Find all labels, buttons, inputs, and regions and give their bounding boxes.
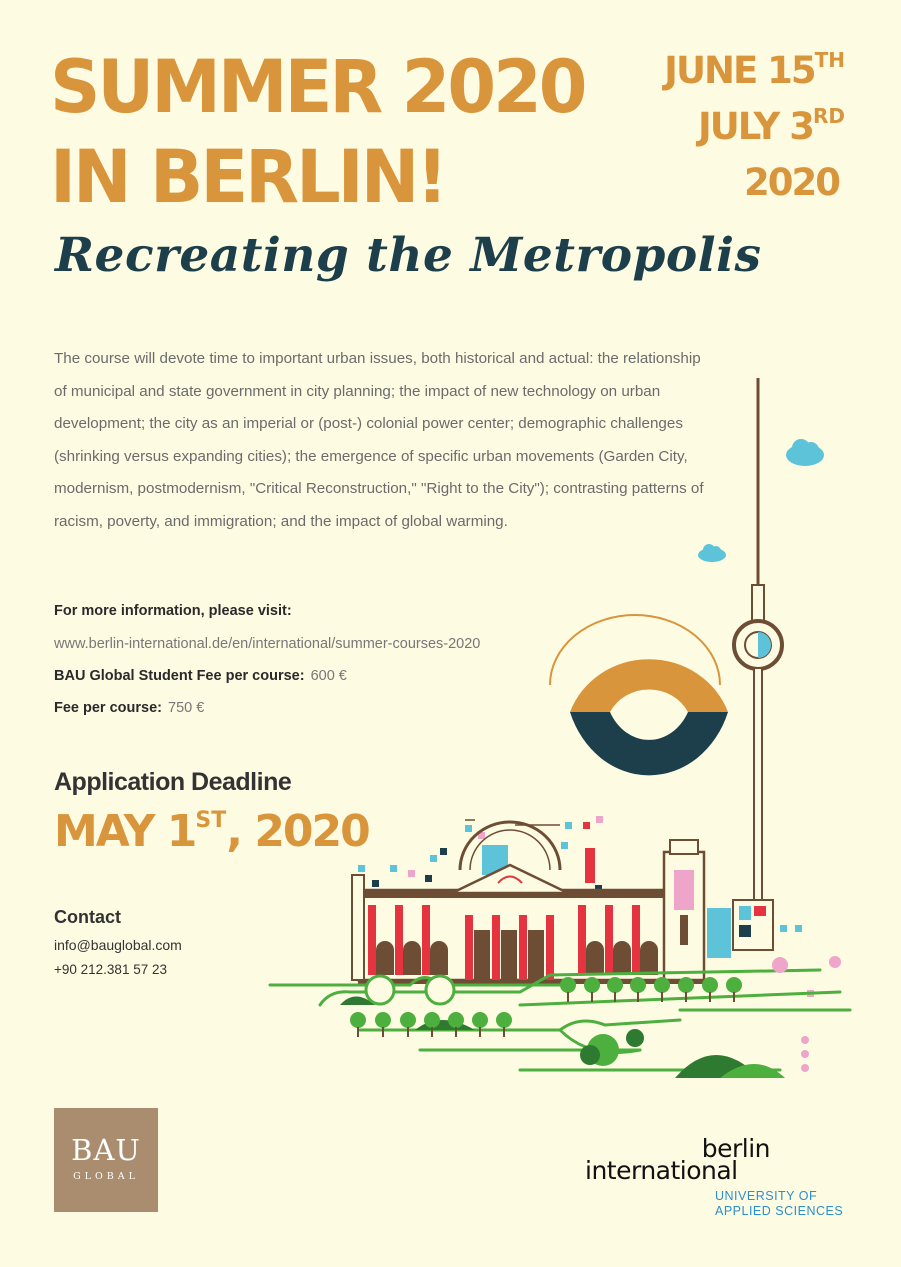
course-fee-label: Fee per course: — [54, 700, 162, 716]
end-date: JULY 3RD — [697, 104, 845, 148]
more-info-heading: For more information, please visit: — [54, 603, 292, 619]
bau-logo-sub: GLOBAL — [73, 1171, 139, 1182]
reichstag-icon — [352, 820, 704, 984]
headline-line-1: SUMMER 2020 — [50, 43, 585, 130]
bau-fee-label: BAU Global Student Fee per course: — [54, 668, 305, 684]
bi-logo-line-4: APPLIED SCIENCES — [715, 1204, 844, 1218]
bau-global-logo — [54, 1108, 158, 1212]
bau-fee-value: 600 € — [310, 668, 347, 684]
cloud-icon — [786, 439, 824, 466]
course-fee — [54, 700, 204, 716]
course-title: Recreating the Metropolis — [55, 228, 762, 283]
contact-label: Contact — [54, 907, 121, 927]
contact-phone[interactable]: +90 212.381 57 23 — [54, 962, 167, 977]
bi-logo-tagline — [715, 1189, 843, 1219]
start-date: JUNE 15TH — [664, 48, 845, 92]
contact-email[interactable]: info@bauglobal.com — [54, 937, 182, 953]
berlin-international-logo — [580, 1136, 860, 1226]
date-year: 2020 — [744, 161, 839, 204]
course-description: The course will devote time to important urban issues, both historical and actual: the relationship of municipal and state government in city planning; the impact of new technology on urban development; the city as an imperial or (post-) colonial power center; demographic challenges (shrinking versus expanding cities); the emergence of specific urban movements (Garden City, modernism, postmodernism, "Critical Reconstruction," "Right to the City"); contrasting patterns of racism, poverty, and immigration; and the impact of global warming. — [54, 350, 704, 530]
bi-logo-line-1: berlin — [701, 1134, 770, 1163]
course-fee-value: 750 € — [168, 700, 205, 716]
half-ring-graphic — [550, 615, 728, 775]
info-url-link[interactable]: www.berlin-international.de/en/international/summer-courses-2020 — [54, 636, 481, 652]
bi-logo-line-2: international — [585, 1156, 738, 1185]
deadline-date: MAY 1ST, 2020 — [54, 806, 369, 857]
deadline-label: Application Deadline — [54, 768, 292, 796]
bi-logo-line-3: UNIVERSITY OF — [715, 1189, 818, 1203]
berlin-illustration — [260, 370, 860, 1090]
cloud-icon — [698, 544, 726, 562]
bau-logo-word: BAU — [71, 1133, 141, 1167]
headline-line-2: IN BERLIN! — [50, 133, 446, 220]
